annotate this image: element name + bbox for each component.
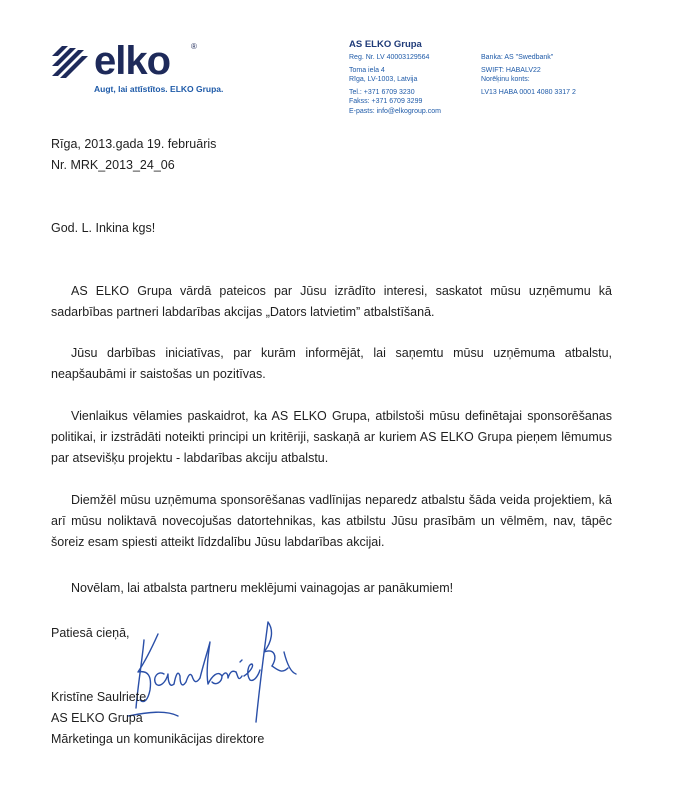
account-number: LV13 HABA 0001 4080 3317 2 xyxy=(481,88,576,96)
email: E-pasts: info@elkogroup.com xyxy=(349,107,441,115)
reg-number: Reg. Nr. LV 40003129564 xyxy=(349,54,430,61)
phone: Tel.: +371 6709 3230 xyxy=(349,88,415,96)
city-address: Rīga, LV-1003, Latvija xyxy=(349,76,418,84)
bank-name: Banka: AS "Swedbank" xyxy=(481,54,554,61)
brand-tagline: Augt, lai attīstītos. ELKO Grupa. xyxy=(94,84,224,94)
fax: Fakss: +371 6709 3299 xyxy=(349,98,423,106)
salutation: God. L. Inkina kgs! xyxy=(51,221,156,235)
paragraph-4: Diemžēl mūsu uzņēmuma sponsorēšanas vadlīnijas neparedz atbalstu šāda veida projektiem, kā arī mūsu noliktavā novecojušas datortehnikas, kas atbilstu Jūsu prasībām un vēlmēm, nav, tāpēc šoreiz esam spiesti atteikt līdzdalību Jūsu labdarības akcijai. xyxy=(51,493,612,549)
paragraph-3: Vienlaikus vēlamies paskaidrot, ka AS ELKO Grupa, atbilstoši mūsu definētajai sponsorēšanas politikai, ir izstrādāti noteikti principi un kritēriji, saskaņā ar kuriem AS ELKO Grupa pieņem lēmumus par atsevišķu projektu - labdarības akciju atbalstu. xyxy=(51,409,612,465)
signer-name: Kristīne Saulriete xyxy=(51,690,147,704)
registered-mark: ® xyxy=(191,42,197,51)
company-details xyxy=(349,38,441,117)
account-label: Norēķinu konts: xyxy=(481,76,530,84)
handwritten-signature xyxy=(118,612,348,732)
elko-stripes-icon xyxy=(50,42,90,82)
street-address: Toma iela 4 xyxy=(349,66,385,74)
paragraph-2: Jūsu darbības iniciatīvas, par kurām informējāt, lai saņemtu mūsu uzņēmuma atbalstu, neapšaubāmi ir saistošas un pozitīvas. xyxy=(51,346,612,381)
paragraph-5: Novēlam, lai atbalsta partneru meklējumi vainagojas ar panākumiem! xyxy=(71,581,454,595)
signer-title: Mārketinga un komunikācijas direktore xyxy=(51,732,265,746)
letter-reference: Nr. MRK_2013_24_06 xyxy=(51,158,175,172)
closing: Patiesā cieņā, xyxy=(51,626,130,640)
bank-details xyxy=(481,53,576,97)
letter-date: Rīga, 2013.gada 19. februāris xyxy=(51,137,217,151)
signer-company: AS ELKO Grupa xyxy=(51,711,143,725)
brand-wordmark: elko xyxy=(94,39,171,83)
paragraph-1: AS ELKO Grupa vārdā pateicos par Jūsu izrādīto interesi, saskatot mūsu uzņēmumu kā sadarbības partneri labdarības akcijas „Dators latvietim” atbalstīšanā. xyxy=(51,284,612,319)
company-name: AS ELKO Grupa xyxy=(349,39,422,50)
swift-code: SWIFT: HABALV22 xyxy=(481,66,541,74)
